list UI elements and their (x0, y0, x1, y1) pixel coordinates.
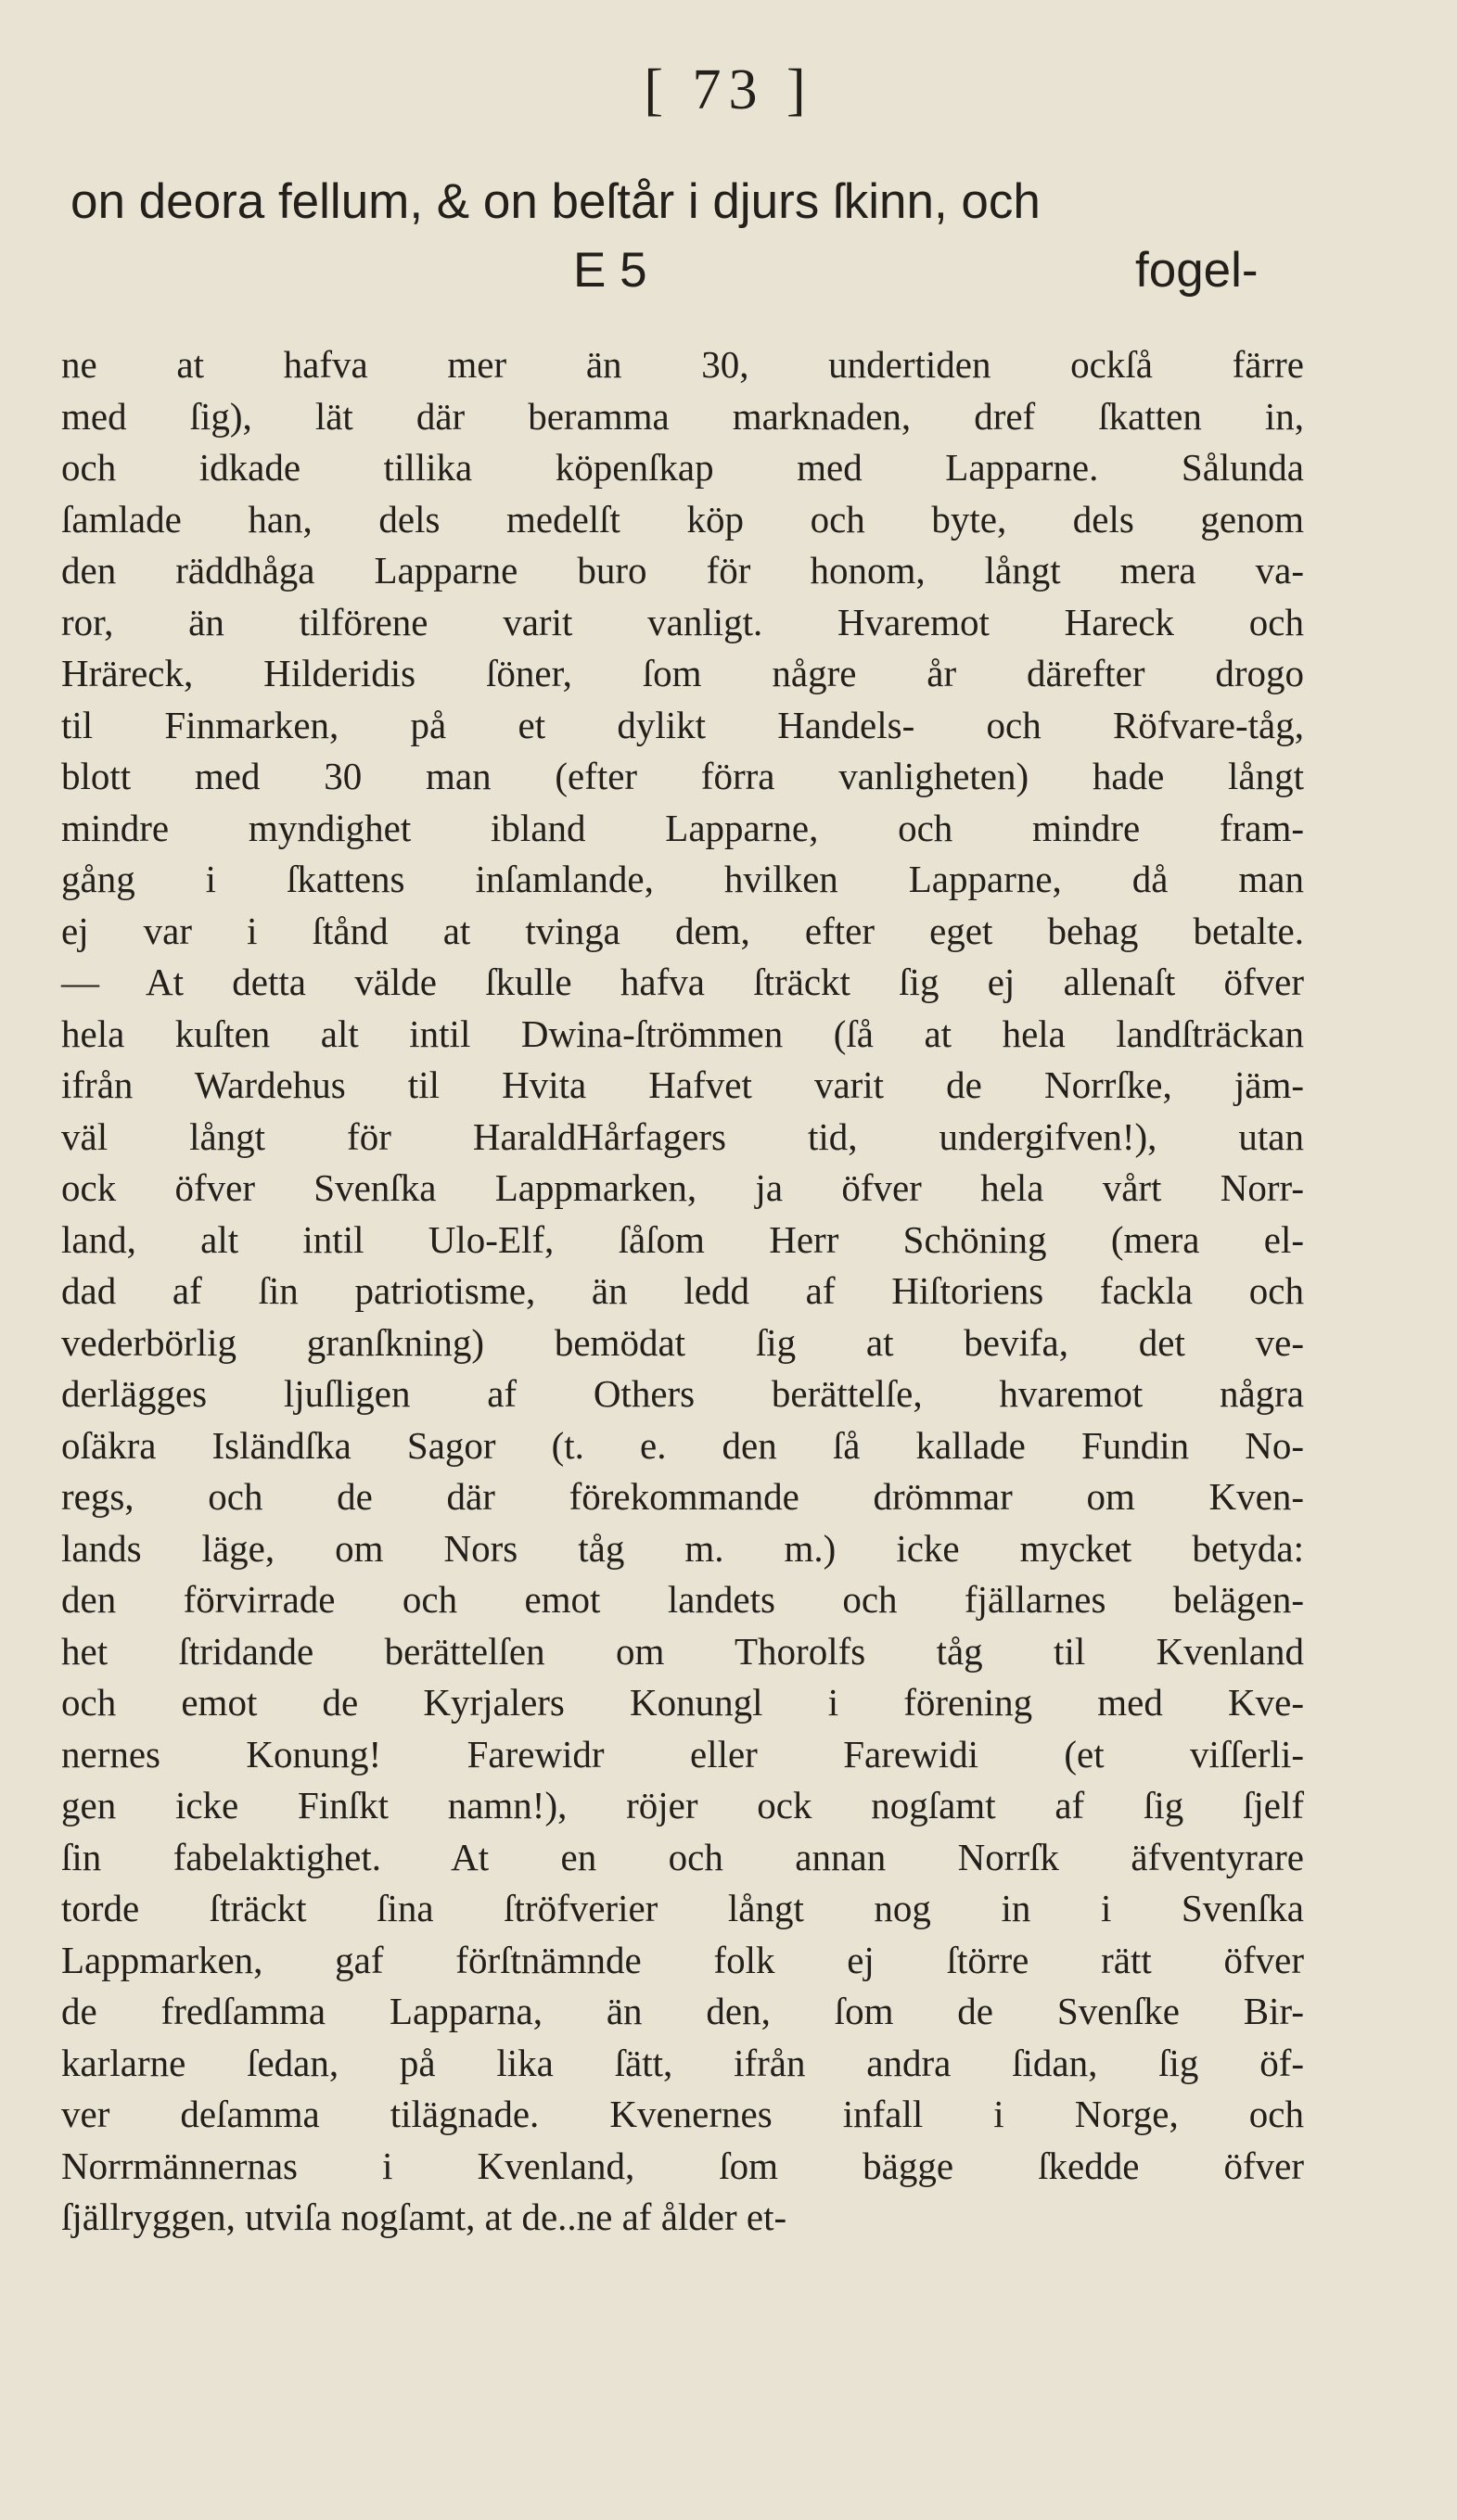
text-line: het ſtridande berättelſen om Thorolfs tåg til Kvenland (61, 1629, 1304, 1673)
page-number: [ 73 ] (644, 58, 813, 121)
text-line: ifrån Wardehus til Hvita Hafvet varit de Norrſke, jäm- (61, 1063, 1304, 1106)
text-line: til Finmarken, på et dylikt Handels- och Röfvare-tåg, (61, 703, 1304, 746)
text-line: lands läge, om Nors tåg m. m.) icke mycket betyda: (61, 1526, 1304, 1570)
text-line: mindre myndighet ibland Lapparne, och mindre fram- (61, 806, 1304, 849)
catchword: fogel- (1135, 243, 1259, 298)
text-line: ock öfver Svenſka Lappmarken, ja öfver hela vårt Norr- (61, 1166, 1304, 1209)
text-line: med ſig), lät där beramma marknaden, dref ſkatten in, (61, 394, 1304, 438)
text-line: — At detta välde ſkulle hafva ſträckt ſig ej allenaſt öfver (61, 961, 1304, 1003)
text-line: ne at hafva mer än 30, undertiden ockſå färre (61, 343, 1304, 386)
text-line: ſamlade han, dels medelſt köp och byte, dels genom (61, 497, 1304, 541)
text-line: ſin fabelaktighet. At en och annan Norrſk äfventyrare (61, 1835, 1304, 1878)
body-text (61, 339, 1304, 2244)
text-line: dad af ſin patriotisme, än ledd af Hiſtoriens fackla och (61, 1269, 1304, 1312)
text-line: regs, och de där förekommande drömmar om Kven- (61, 1475, 1304, 1518)
text-line: Lappmarken, gaf förſtnämnde folk ej ſtörre rätt öfver (61, 1938, 1304, 1981)
text-line: Hräreck, Hilderidis ſöner, ſom någre år därefter drogo (61, 652, 1304, 694)
text-line: oſäkra Isländſka Sagor (t. e. den ſå kallade Fundin No- (61, 1423, 1304, 1467)
text-line: den räddhåga Lapparne buro för honom, långt mera va- (61, 549, 1304, 592)
text-line: nernes Konung! Farewidr eller Farewidi (et viſſerli- (61, 1732, 1304, 1775)
text-line: Norrmännernas i Kvenland, ſom bägge ſkedde öfver (61, 2144, 1304, 2187)
text-line: blott med 30 man (efter förra vanligheten) hade långt (61, 755, 1304, 797)
text-line: derlägges ljuſligen af Others berättelſe, hvaremot några (61, 1372, 1304, 1415)
text-line: och emot de Kyrjalers Konungl i förening med Kve- (61, 1681, 1304, 1724)
text-line: hela kuſten alt intil Dwina-ſtrömmen (ſå at hela landſträckan (61, 1012, 1304, 1055)
text-line: ver deſamma tilägnade. Kvenernes infall i Norge, och (61, 2093, 1304, 2135)
text-line: den förvirrade och emot landets och fjällarnes belägen- (61, 1578, 1304, 1621)
text-line: land, alt intil Ulo-Elf, ſåſom Herr Schöning (mera el- (61, 1217, 1304, 1261)
text-line: gen icke Finſkt namn!), röjer ock nogſamt af ſig ſjelf (61, 1784, 1304, 1826)
text-line: ej var i ſtånd at tvinga dem, efter eget behag betalte. (61, 909, 1304, 952)
signature-mark: E 5 (573, 243, 647, 298)
text-line: de fredſamma Lapparna, än den, ſom de Svenſke Bir- (61, 1990, 1304, 2032)
text-line: och idkade tillika köpenſkap med Lapparne. Sålunda (61, 446, 1304, 489)
text-line: vederbörlig granſkning) bemödat ſig at bevifa, det ve- (61, 1320, 1304, 1364)
text-line: gång i ſkattens inſamlande, hvilken Lapparne, då man (61, 858, 1304, 900)
text-line: väl långt för HaraldHårfagers tid, undergifven!), utan (61, 1114, 1304, 1158)
catchline-text: on deora fellum, & on beſtår i djurs ſkinn, och (70, 174, 1041, 229)
text-line: torde ſträckt ſina ſtröfverier långt nog in i Svenſka (61, 1887, 1304, 1929)
text-line: ror, än tilförene varit vanligt. Hvaremot Hareck och (61, 600, 1304, 643)
text-line: karlarne ſedan, på lika ſätt, ifrån andra ſidan, ſig öf- (61, 2041, 1304, 2084)
text-line: ſjällryggen, utviſa nogſamt, at de..ne af ålder et- (61, 2195, 787, 2238)
